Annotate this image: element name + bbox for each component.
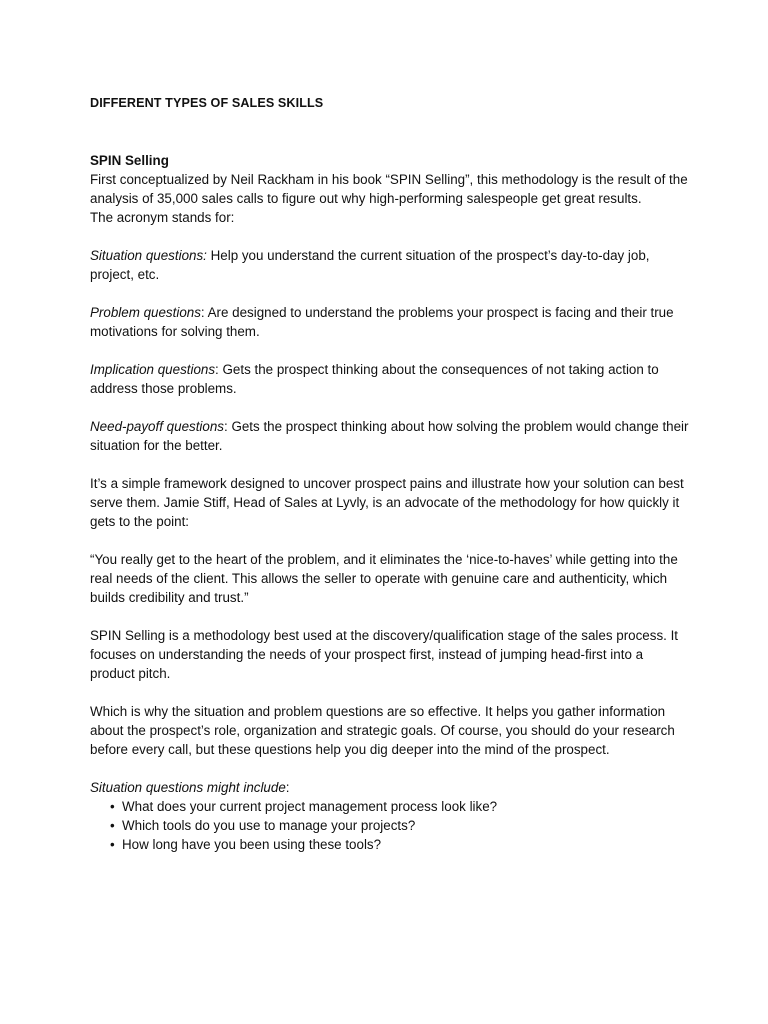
definition-text: Help you understand the current situation of the prospect’s day-to-day job, project, etc. [90,248,650,282]
list-item [90,835,690,854]
list-item [90,816,690,835]
acronym-line: The acronym stands for: [90,210,235,225]
definition-text: : Gets the prospect thinking about the consequences of not taking action to address those problems. [90,362,659,396]
list-item-text: What does your current project management process look like? [122,799,498,814]
definition-implication [90,360,690,398]
intro-paragraph: First conceptualized by Neil Rackham in his book “SPIN Selling”, this methodology is the result of the analysis of 35,000 sales calls to figure out why high-performing salespeople get great results. [90,172,688,206]
list-item-text: How long have you been using these tools? [122,837,382,852]
definition-term: Problem questions [90,305,201,320]
definition-need-payoff [90,417,690,455]
quote-paragraph: “You really get to the heart of the problem, and it eliminates the ‘nice-to-haves’ while getting into the real needs of the client. This allows the seller to operate with genuine care and authenticity, which builds credibility and trust.” [90,552,678,605]
list-item [90,797,690,816]
bullet-icon: • [110,799,115,814]
definition-text: : Are designed to understand the problems your prospect is facing and their true motivations for solving them. [90,305,674,339]
document-title: DIFFERENT TYPES OF SALES SKILLS [90,96,324,110]
usage-paragraph: SPIN Selling is a methodology best used at the discovery/qualification stage of the sales process. It focuses on understanding the needs of your prospect first, instead of jumping head-first into a product pitch. [90,628,679,681]
section-heading: SPIN Selling [90,153,169,168]
list-lead-suffix: : [285,780,290,795]
situation-questions-list [90,797,690,854]
definition-term: Need-payoff questions [90,419,224,434]
framework-paragraph: It’s a simple framework designed to uncover prospect pains and illustrate how your solution can best serve them. Jamie Stiff, Head of Sales at Lyvly, is an advocate of the methodology for how quickly it gets to the point: [90,476,684,529]
definition-problem [90,303,690,341]
bullet-icon: • [110,818,115,833]
effective-paragraph: Which is why the situation and problem questions are so effective. It helps you gather information about the prospect’s role, organization and strategic goals. Of course, you should do your research before every call, but these questions help you dig deeper into the mind of the prospect. [90,704,675,757]
definition-text: : Gets the prospect thinking about how solving the problem would change their situation for the better. [90,419,689,453]
definition-term: Situation questions: [90,248,207,263]
list-lead [90,778,690,797]
bullet-icon: • [110,837,115,852]
list-lead-text: Situation questions might include [90,780,286,795]
definition-term: Implication questions [90,362,216,377]
document-page [90,94,690,854]
definition-situation [90,246,690,284]
list-item-text: Which tools do you use to manage your projects? [122,818,416,833]
